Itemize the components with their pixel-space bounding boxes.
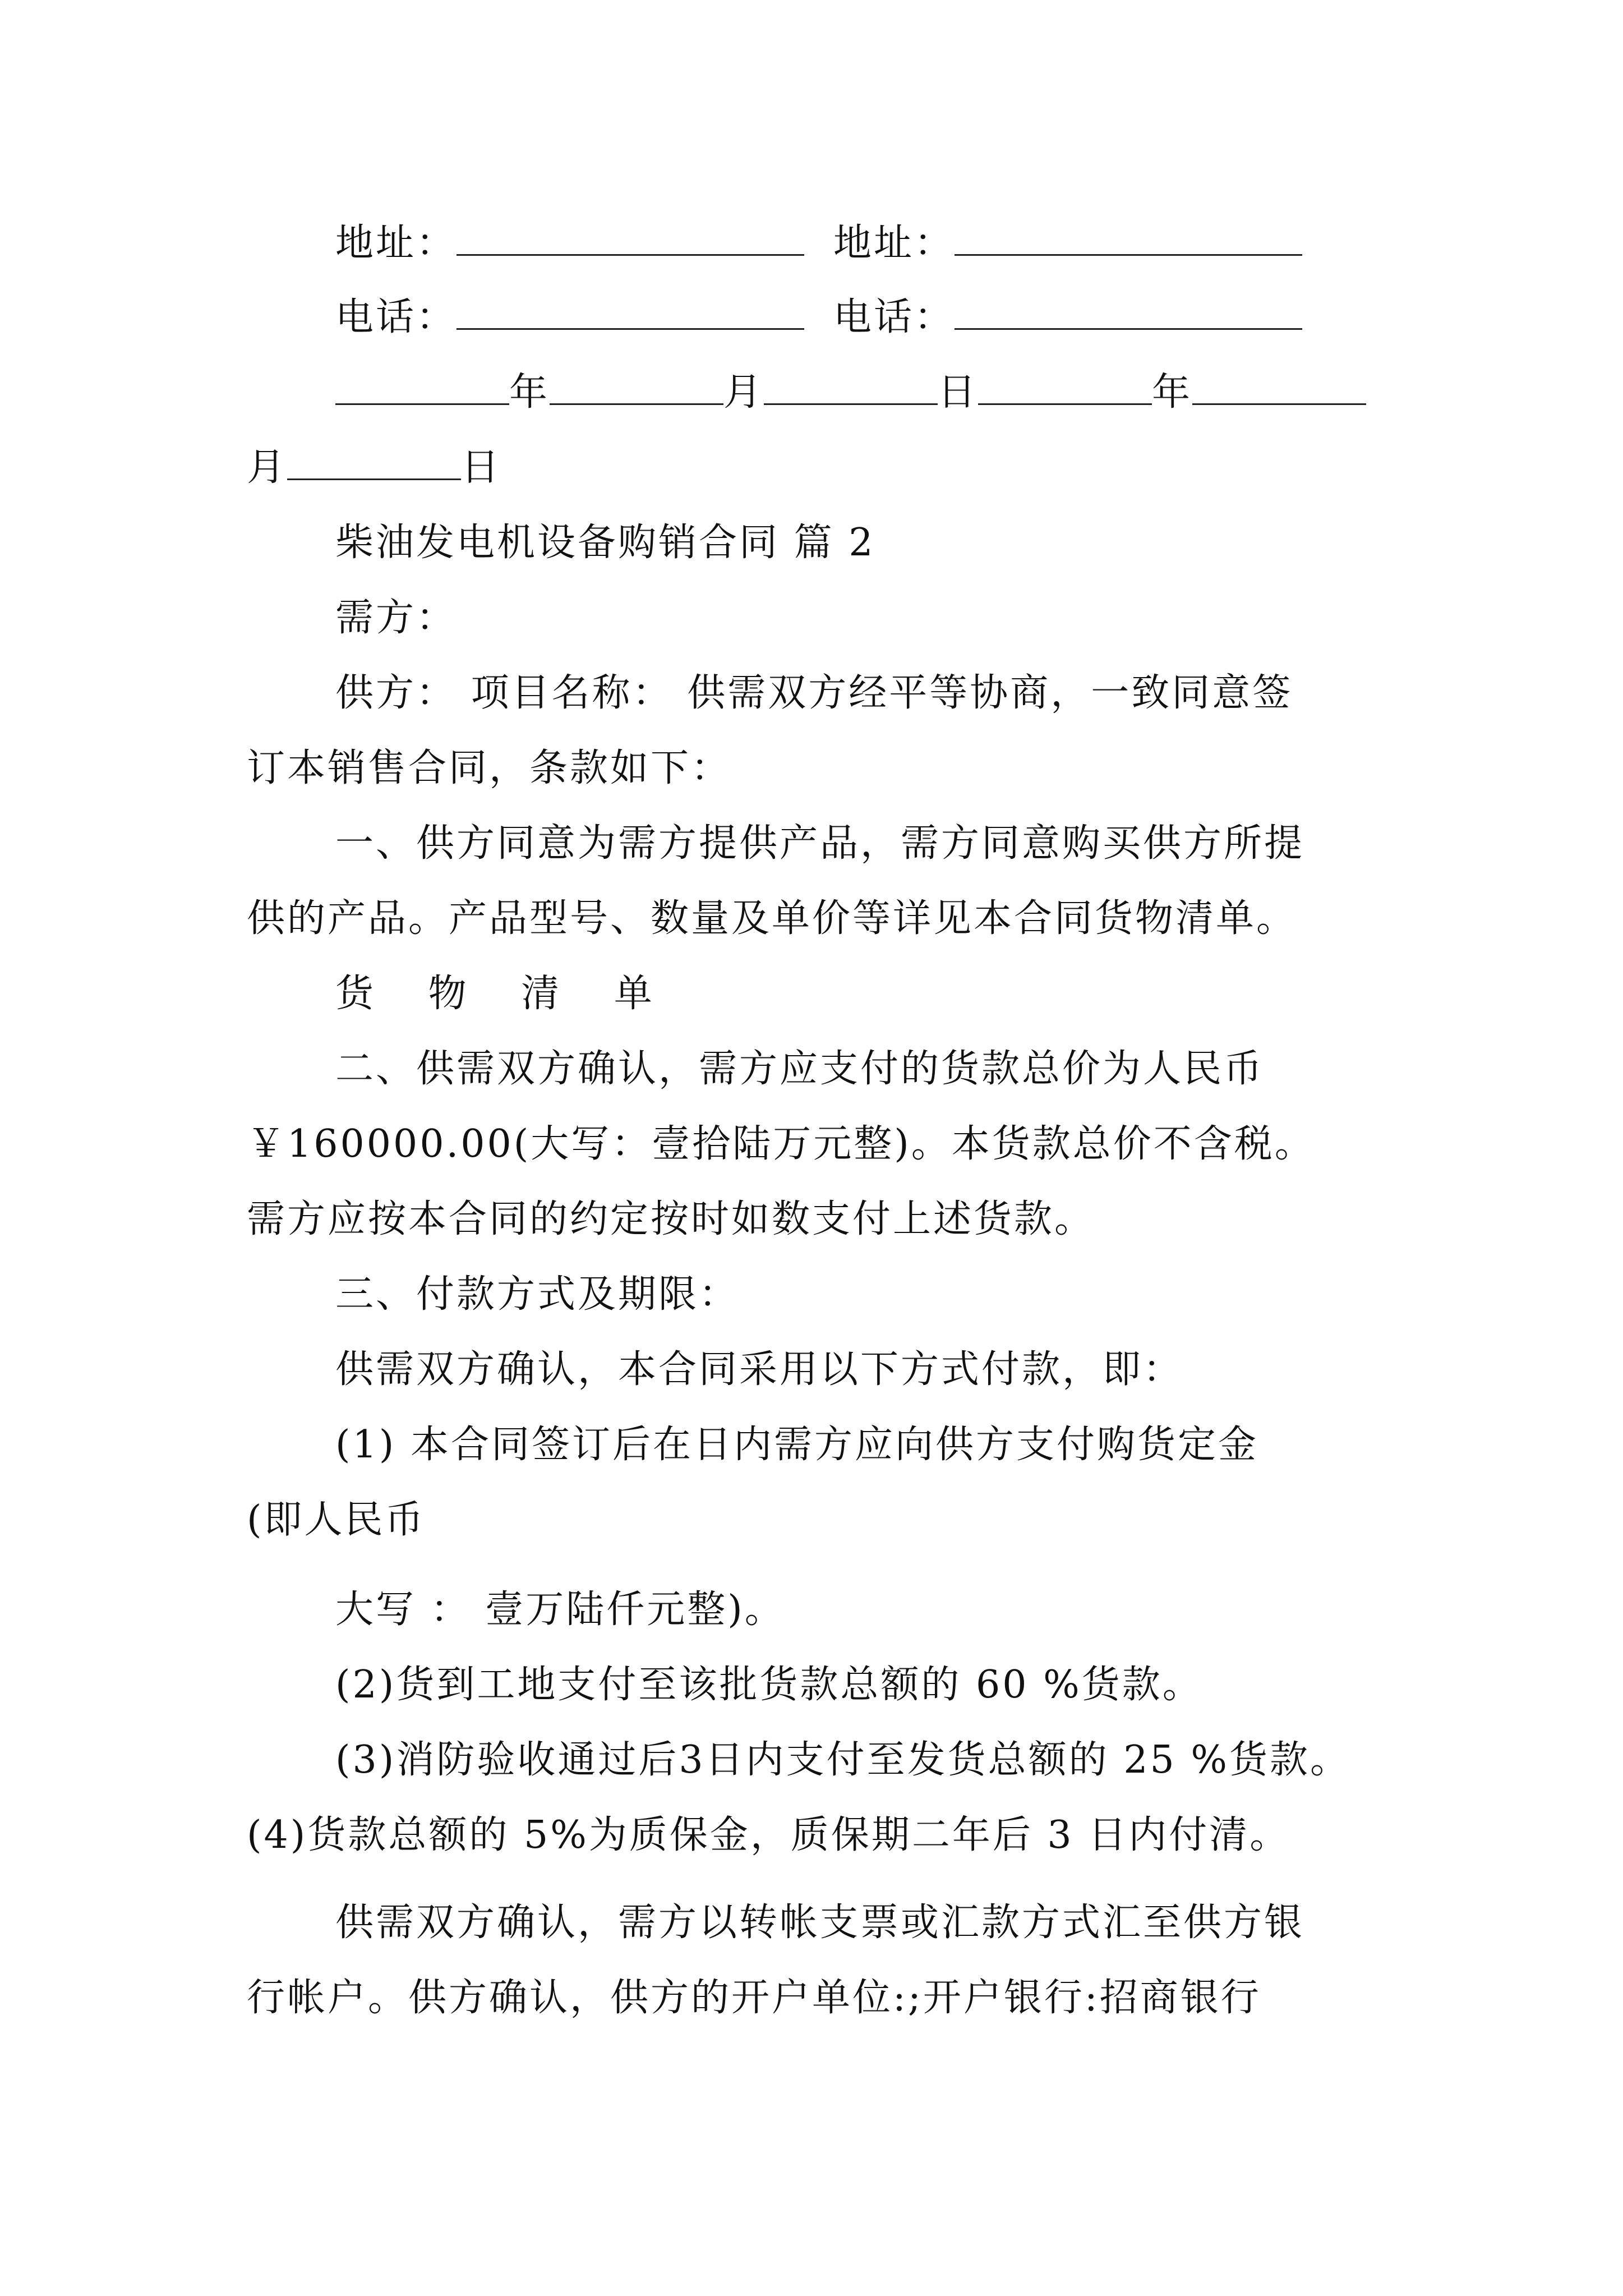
year-blank-a [335, 371, 509, 405]
clause3-heading: 三、付款方式及期限： [335, 1272, 740, 1317]
bank-paragraph-line2: 行帐户。供方确认，供方的开户单位:;开户银行:招商银行 [247, 1976, 1261, 2020]
payment-item4: (4)货款总额的 5%为质保金，质保期二年后 3 日内付清。 [247, 1813, 1290, 1857]
clause2-line1: 二、供需双方确认，需方应支付的货款总价为人民币 [335, 1047, 1265, 1091]
phone-blank-party-b [955, 296, 1302, 330]
goods-list-heading: 货 物 清 单 [335, 972, 674, 1016]
payment-item1-line1: (1) 本合同签订后在日内需方应向供方支付购货定金 [335, 1423, 1258, 1467]
address-blank-party-a [457, 222, 804, 256]
month-blank-b [1192, 371, 1366, 405]
contract-title: 柴油发电机设备购销合同 篇 2 [335, 521, 875, 565]
year-label-a: 年 [509, 370, 550, 415]
day-label-a: 日 [938, 370, 979, 415]
payment-item1-line3: 大写 ： 壹万陆仟元整)。 [335, 1588, 785, 1632]
phone-label-party-a: 电话： [335, 295, 457, 339]
intro-paragraph-line2: 订本销售合同，条款如下： [247, 746, 732, 790]
day-label-b: 日 [461, 445, 502, 490]
clause2-line2: ￥160000.00(大写：壹拾陆万元整)。本货款总价不含税。 [247, 1122, 1315, 1166]
payment-item1-line2: (即人民币 [247, 1498, 426, 1542]
month-blank-a [550, 371, 723, 405]
clause3-intro: 供需双方确认，本合同采用以下方式付款，即： [335, 1347, 1184, 1392]
payment-item2: (2)货到工地支付至该批货款总额的 60 %货款。 [335, 1663, 1203, 1707]
year-label-b: 年 [1152, 370, 1193, 415]
address-blank-party-b [955, 222, 1302, 256]
date-row [335, 365, 1366, 421]
month-label-a: 月 [723, 370, 764, 415]
day-blank-a [764, 371, 938, 405]
address-label-party-a: 地址： [335, 221, 457, 265]
bank-paragraph-line1: 供需双方确认，需方以转帐支票或汇款方式汇至供方银 [335, 1901, 1305, 1945]
year-blank-b [978, 371, 1152, 405]
intro-paragraph-line1: 供方： 项目名称： 供需双方经平等协商，一致同意签 [335, 671, 1293, 715]
address-label-party-b: 地址： [833, 221, 955, 265]
payment-item3: (3)消防验收通过后3日内支付至发货总额的 25 %货款。 [335, 1738, 1350, 1782]
clause1-line2: 供的产品。产品型号、数量及单价等详见本合同货物清单。 [247, 896, 1297, 941]
month-label-b: 月 [247, 445, 288, 490]
day-blank-b [287, 446, 461, 480]
phone-label-party-b: 电话： [833, 295, 955, 339]
date-row-continued [247, 440, 501, 496]
phone-row [335, 289, 1302, 346]
clause2-line3: 需方应按本合同的约定按时如数支付上述货款。 [247, 1197, 1095, 1241]
clause1-line1: 一、供方同意为需方提供产品，需方同意购买供方所提 [335, 821, 1305, 866]
buyer-label: 需方： [335, 596, 457, 640]
phone-blank-party-a [457, 296, 804, 330]
address-row [335, 215, 1302, 272]
